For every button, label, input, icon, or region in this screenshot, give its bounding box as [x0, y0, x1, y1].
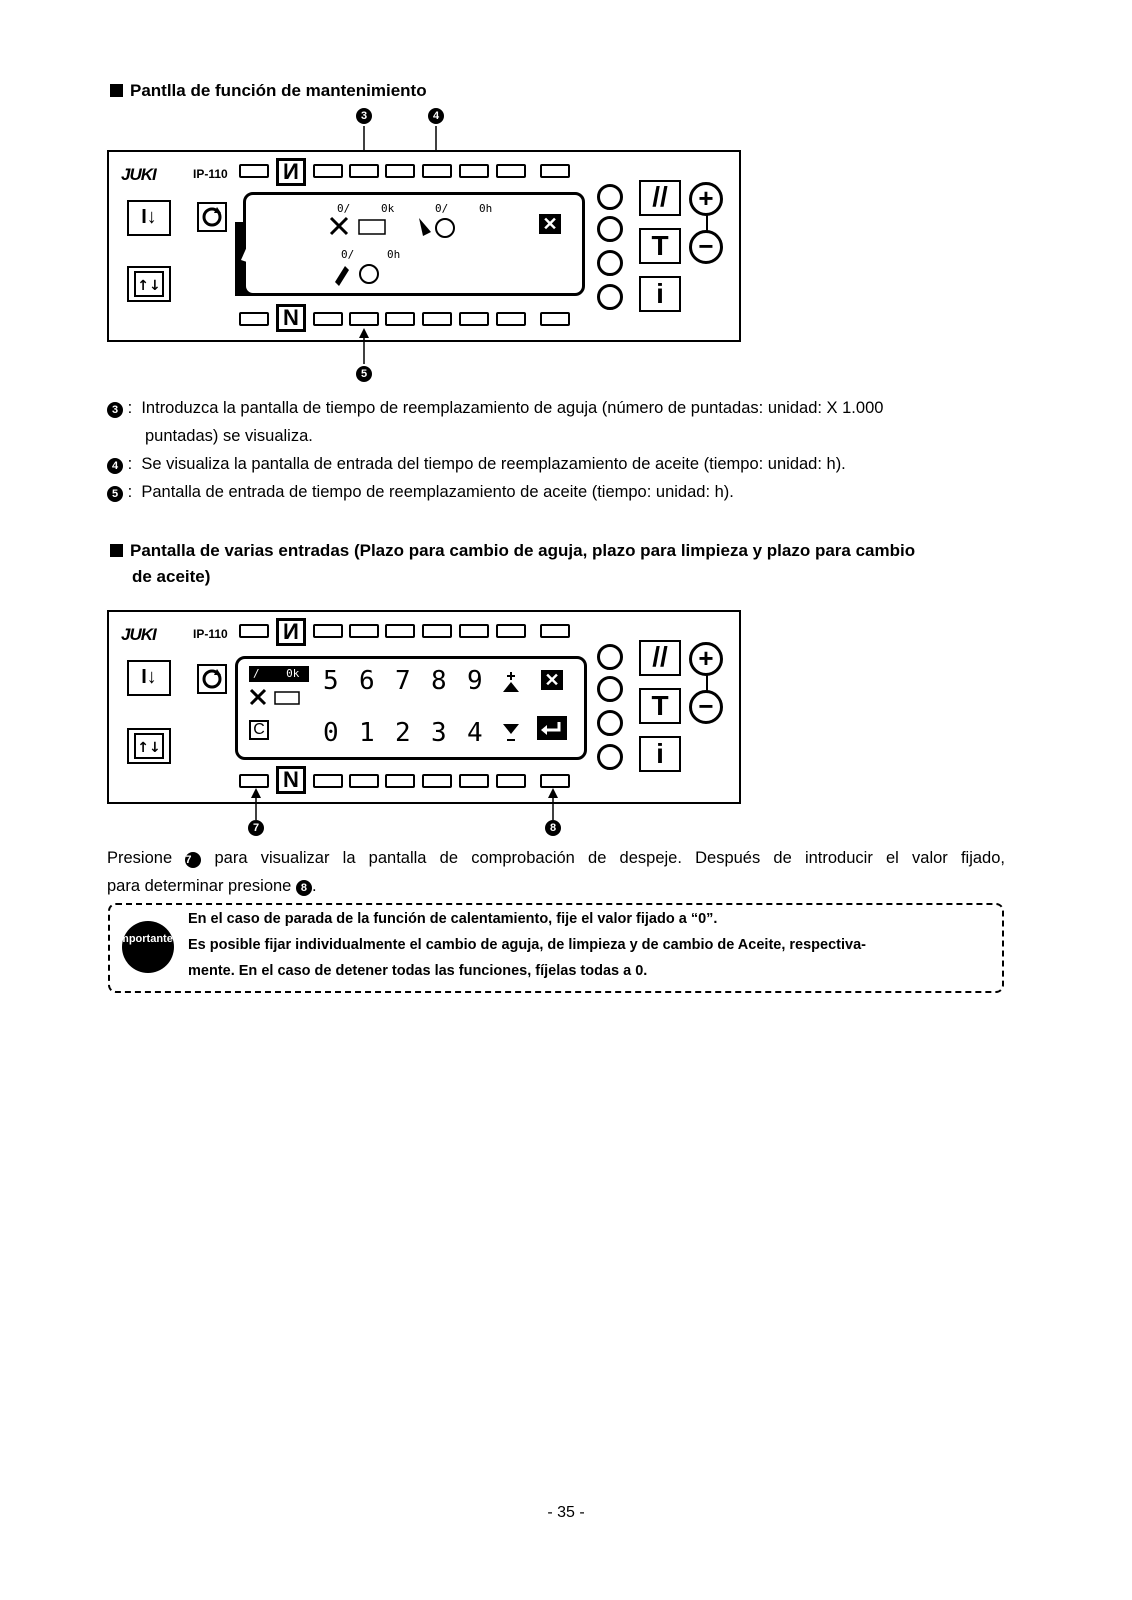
digit-key-6[interactable]: 6	[359, 666, 375, 696]
lcd-screen-1: 0/ 0k 0/ 0h ✕ 0/ 0h	[235, 192, 585, 296]
list-item: 5 : Pantalla de entrada de tiempo de reemplazamiento de aceite (tiempo: unidad: h).	[107, 478, 1007, 506]
stitch-icon[interactable]	[597, 676, 623, 702]
top-button-7[interactable]	[496, 164, 526, 178]
bottom-button-8[interactable]	[540, 312, 570, 326]
top-button-6[interactable]	[459, 164, 489, 178]
top-button-5[interactable]	[422, 624, 452, 638]
wiper-icon[interactable]	[597, 284, 623, 310]
top-button-1[interactable]	[239, 624, 269, 638]
tension-icon[interactable]	[597, 644, 623, 670]
callout-7: 7	[248, 820, 264, 836]
cycle-button[interactable]	[197, 664, 227, 694]
cycle-icon	[199, 666, 225, 692]
digit-key-1[interactable]: 1	[359, 718, 375, 748]
top-button-8[interactable]	[540, 624, 570, 638]
n-top-button[interactable]: N	[276, 158, 306, 186]
top-button-1[interactable]	[239, 164, 269, 178]
n-top-button[interactable]: N	[276, 618, 306, 646]
digit-key-2[interactable]: 2	[395, 718, 411, 748]
thread-icon	[129, 730, 169, 762]
section-heading-maintenance: Pantlla de función de mantenimiento	[110, 78, 427, 104]
plus-button[interactable]: +	[689, 182, 723, 216]
digit-key-0[interactable]: 0	[323, 718, 339, 748]
important-note-box	[108, 903, 1004, 993]
bottom-button-6[interactable]	[459, 312, 489, 326]
thread-button[interactable]	[127, 728, 171, 764]
callout-4: 4	[428, 108, 444, 124]
maintenance-icon	[237, 236, 263, 266]
digit-key-5[interactable]: 5	[323, 666, 339, 696]
bottom-button-4[interactable]	[385, 312, 415, 326]
plus-button[interactable]: +	[689, 642, 723, 676]
top-button-3[interactable]	[349, 164, 379, 178]
wiper-icon[interactable]	[597, 744, 623, 770]
minus-button[interactable]: −	[689, 230, 723, 264]
minus-button[interactable]: −	[689, 690, 723, 724]
note-text: En el caso de parada de la función de calentamiento, fije el valor fijado a “0”. Es posible fijar individualmente el cambio de aguja, de limpieza y de cambio de Aceite, respectiva- mente. En el caso de detener todas las funciones, fíjelas todas a 0.	[188, 911, 866, 979]
reset-button[interactable]: I↓	[127, 200, 171, 236]
digit-key-8[interactable]: 8	[431, 666, 447, 696]
square-bullet-icon	[110, 544, 123, 557]
needle-counter-icons	[327, 214, 457, 240]
callout-5: 5	[356, 366, 372, 382]
slash-button[interactable]: //	[639, 640, 681, 676]
top-button-8[interactable]	[540, 164, 570, 178]
list-item: 3 : Introduzca la pantalla de tiempo de reemplazamiento de aguja (número de puntadas: unidad: X 1.000	[107, 394, 1007, 422]
cycle-button[interactable]	[197, 202, 227, 232]
callout-list: 3 : Introduzca la pantalla de tiempo de reemplazamiento de aguja (número de puntadas: unidad: X 1.000 puntadas) se visualiza. 4 : Se visualiza la pantalla de entrada del tiempo de reemplazamiento de aceite (tiempo: unidad: h). 5 : Pantalla de entrada de tiempo de reemplazamiento de aceite (tiempo: unidad: h).	[107, 394, 1007, 506]
t-button[interactable]: T	[639, 228, 681, 264]
callout-3: 3	[356, 108, 372, 124]
bottom-button-7[interactable]	[496, 312, 526, 326]
n-bottom-button[interactable]: N	[276, 766, 306, 794]
model-label: IP-110	[193, 167, 228, 181]
digit-key-7[interactable]: 7	[395, 666, 411, 696]
value-field: / 0k	[249, 666, 309, 682]
list-item: 4 : Se visualiza la pantalla de entrada del tiempo de reemplazamiento de aceite (tiempo: unidad: h).	[107, 450, 1007, 478]
enter-icon[interactable]	[537, 716, 567, 740]
digit-key-4[interactable]: 4	[467, 718, 483, 748]
needle-counter-icons	[247, 686, 317, 710]
reset-button[interactable]: I↓	[127, 660, 171, 696]
close-icon[interactable]: ✕	[539, 214, 561, 234]
top-button-7[interactable]	[496, 624, 526, 638]
cutter-icon[interactable]	[597, 710, 623, 736]
cutter-icon[interactable]	[597, 250, 623, 276]
stitch-icon[interactable]	[597, 216, 623, 242]
increment-icon[interactable]	[501, 670, 521, 696]
instruction-paragraph: Presione 7 para visualizar la pantalla de comprobación de despeje. Después de introducir el valor fijado, para determinar presione 8 .	[107, 849, 1005, 895]
slash-button[interactable]: //	[639, 180, 681, 216]
lcd-screen-2	[235, 656, 587, 760]
top-button-6[interactable]	[459, 624, 489, 638]
juki-logo: JUKI	[121, 625, 156, 644]
svg-text:↑↓: ↑↓	[137, 740, 161, 756]
thread-button[interactable]	[127, 266, 171, 302]
t-button[interactable]: T	[639, 688, 681, 724]
clear-key[interactable]: C	[249, 720, 269, 740]
callout-arrows-bottom	[250, 786, 570, 822]
oil-icons	[331, 260, 391, 288]
top-button-4[interactable]	[385, 624, 415, 638]
decrement-icon[interactable]	[501, 720, 521, 746]
bottom-button-3[interactable]	[349, 312, 379, 326]
callout-8: 8	[545, 820, 561, 836]
info-button[interactable]: i	[639, 276, 681, 312]
thread-icon	[129, 268, 169, 300]
top-button-5[interactable]	[422, 164, 452, 178]
page-number: - 35 -	[547, 1504, 585, 1521]
callout-arrow-5	[354, 326, 374, 366]
bottom-button-5[interactable]	[422, 312, 452, 326]
important-icon: Importante	[122, 921, 174, 973]
square-bullet-icon	[110, 84, 123, 97]
cycle-icon	[199, 204, 225, 230]
section-heading-multi-input: Pantalla de varias entradas (Plazo para cambio de aguja, plazo para limpieza y plazo para cambio de aceite)	[110, 538, 1010, 590]
top-button-3[interactable]	[349, 624, 379, 638]
bottom-button-2[interactable]	[313, 312, 343, 326]
svg-text:↑↓: ↑↓	[137, 278, 161, 294]
model-label: IP-110	[193, 627, 228, 641]
digit-key-9[interactable]: 9	[467, 666, 483, 696]
tension-icon[interactable]	[597, 184, 623, 210]
top-button-4[interactable]	[385, 164, 415, 178]
n-bottom-button[interactable]: N	[276, 304, 306, 332]
bottom-button-1[interactable]	[239, 312, 269, 326]
ip110-panel-maintenance	[107, 150, 741, 342]
ip110-panel-multi-input	[107, 610, 741, 804]
info-button[interactable]: i	[639, 736, 681, 772]
top-button-2[interactable]	[313, 624, 343, 638]
close-icon[interactable]: ✕	[541, 670, 563, 690]
juki-logo: JUKI	[121, 165, 156, 184]
top-button-2[interactable]	[313, 164, 343, 178]
digit-key-3[interactable]: 3	[431, 718, 447, 748]
